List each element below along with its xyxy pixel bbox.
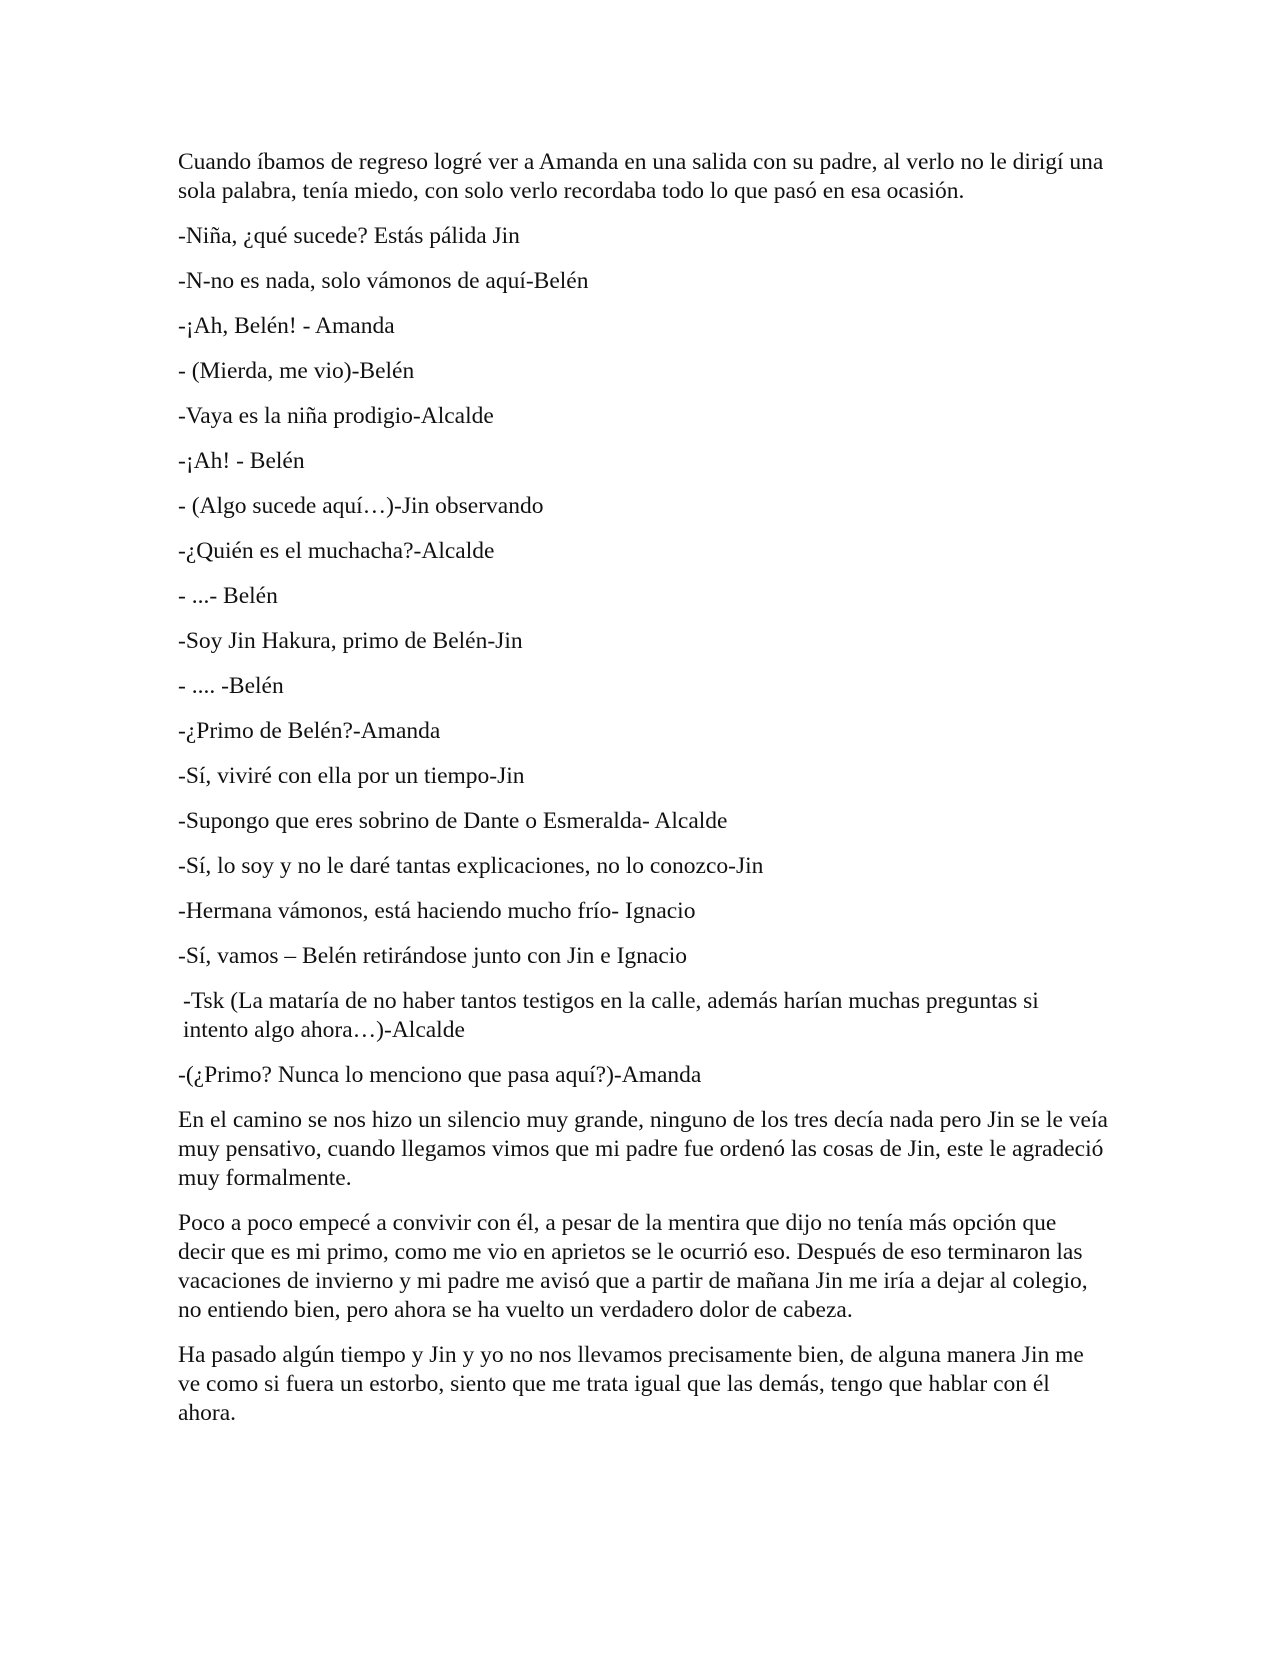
dialogue-line: -¡Ah, Belén! - Amanda: [178, 313, 395, 339]
dialogue-line: -Hermana vámonos, está haciendo mucho frío- Ignacio: [178, 898, 696, 924]
dialogue-line: -¿Quién es el muchacha?-Alcalde: [178, 538, 495, 564]
dialogue-line: - (Mierda, me vio)-Belén: [178, 358, 415, 384]
dialogue-line: -(¿Primo? Nunca lo menciono que pasa aquí?)-Amanda: [178, 1062, 702, 1088]
narrative-paragraph: Poco a poco empecé a convivir con él, a pesar de la mentira que dijo no tenía más opción que decir que es mi primo, como me vio en aprietos se le ocurrió eso. Después de eso terminaron las vacaciones de invierno y mi padre me avisó que a partir de mañana Jin me iría a dejar al colegio, no entiendo bien, pero ahora se ha vuelto un verdadero dolor de cabeza.: [178, 1210, 1088, 1323]
narrative-paragraph: En el camino se nos hizo un silencio muy grande, ninguno de los tres decía nada pero Jin se le veía muy pensativo, cuando llegamos vimos que mi padre fue ordenó las cosas de Jin, este le agradeció muy formalmente.: [178, 1107, 1108, 1191]
dialogue-line: -Vaya es la niña prodigio-Alcalde: [178, 403, 494, 429]
dialogue-line: -Supongo que eres sobrino de Dante o Esmeralda- Alcalde: [178, 808, 728, 834]
dialogue-line: -N-no es nada, solo vámonos de aquí-Belén: [178, 268, 589, 294]
document-body: [178, 148, 1108, 1444]
dialogue-line: -Soy Jin Hakura, primo de Belén-Jin: [178, 628, 523, 654]
dialogue-line: -¿Primo de Belén?-Amanda: [178, 718, 441, 744]
dialogue-line: -¡Ah! - Belén: [178, 448, 305, 474]
narrative-paragraph: Ha pasado algún tiempo y Jin y yo no nos llevamos precisamente bien, de alguna manera Jin me ve como si fuera un estorbo, siento que me trata igual que las demás, tengo que hablar con él ahora.: [178, 1342, 1084, 1426]
dialogue-line: - ...- Belén: [178, 583, 278, 609]
narrative-paragraph: Cuando íbamos de regreso logré ver a Amanda en una salida con su padre, al verlo no le dirigí una sola palabra, tenía miedo, con solo verlo recordaba todo lo que pasó en esa ocasión.: [178, 149, 1104, 204]
dialogue-line: -Sí, lo soy y no le daré tantas explicaciones, no lo conozco-Jin: [178, 853, 764, 879]
dialogue-line: - (Algo sucede aquí…)-Jin observando: [178, 493, 544, 519]
dialogue-line: -Tsk (La mataría de no haber tantos testigos en la calle, además harían muchas preguntas si intento algo ahora…)-Alcalde: [183, 988, 1039, 1043]
dialogue-line: -Sí, vamos – Belén retirándose junto con Jin e Ignacio: [178, 943, 688, 969]
dialogue-line: -Sí, viviré con ella por un tiempo-Jin: [178, 763, 525, 789]
dialogue-line: - .... -Belén: [178, 673, 284, 699]
dialogue-line: -Niña, ¿qué sucede? Estás pálida Jin: [178, 223, 520, 249]
